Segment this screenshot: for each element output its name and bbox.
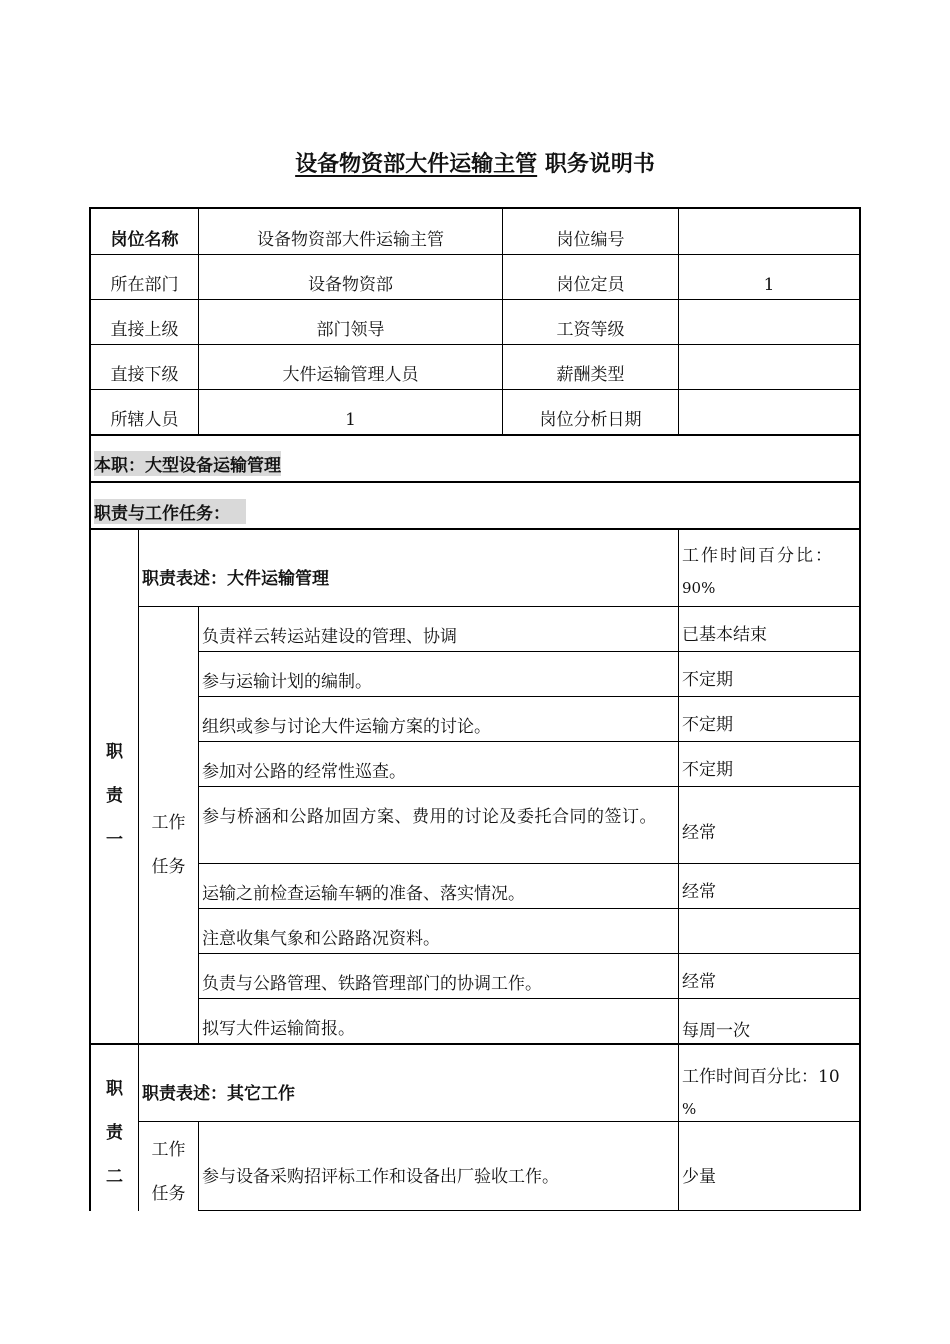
- task-5-text: 参与桥涵和公路加固方案、费用的讨论及委托合同的签订。: [202, 807, 657, 827]
- duties-header-row: [91, 483, 859, 528]
- task-label-word: 工作: [151, 1139, 186, 1160]
- duties-header-text: 职责与工作任务：: [94, 499, 246, 524]
- label-position-code: 岗位编号: [556, 230, 625, 250]
- duty-2-label-char: 职: [106, 1079, 123, 1099]
- duty-2-time-label: 工作时间百分比：10: [682, 1067, 840, 1087]
- duty-1-time: [679, 540, 859, 606]
- table-right-border: [859, 207, 861, 1211]
- value-pay-type: [679, 345, 859, 389]
- duty-1-label-char: 一: [106, 830, 123, 850]
- duty-1-description: 职责表述：大件运输管理: [142, 568, 329, 589]
- value-subordinates: 大件运输管理人员: [282, 365, 419, 385]
- duty-2-task-1-frequency: 少量: [682, 1166, 716, 1187]
- title-main: 设备物资部大件运输主管: [295, 151, 538, 177]
- task-4-text: 参加对公路的经常性巡查。: [202, 762, 406, 782]
- value-salary-grade: [679, 300, 859, 344]
- label-pay-type: 薪酬类型: [556, 365, 625, 385]
- task-1-text: 负责祥云转运站建设的管理、协调: [202, 627, 457, 647]
- task-3-text: 组织或参与讨论大件运输方案的讨论。: [202, 717, 491, 737]
- task-9-text: 拟写大件运输简报。: [202, 1019, 355, 1039]
- value-department: 设备物资部: [308, 275, 393, 295]
- role-row: [91, 436, 859, 481]
- duty-1-time-label: 工作时间百分比：: [682, 546, 834, 566]
- duty-2-time-value: %: [682, 1100, 697, 1118]
- value-staff-count: 1: [345, 410, 356, 430]
- task-4-frequency: 不定期: [682, 760, 733, 780]
- duty-2-task-label: [139, 1122, 198, 1211]
- task-3-frequency: 不定期: [682, 715, 733, 735]
- task-8-text: 负责与公路管理、铁路管理部门的协调工作。: [202, 974, 542, 994]
- duty-1-label-char: 责: [106, 786, 123, 806]
- value-supervisor: 部门领导: [316, 320, 385, 340]
- label-headcount: 岗位定员: [556, 275, 625, 295]
- task-7-frequency: [679, 909, 859, 953]
- task-7-text: 注意收集气象和公路路况资料。: [202, 929, 440, 949]
- task-label-word: 任务: [151, 857, 186, 877]
- duty-1-time-value: 90%: [682, 579, 716, 597]
- value-analysis-date: [679, 390, 859, 434]
- task-label-word: 任务: [151, 1183, 186, 1204]
- label-analysis-date: 岗位分析日期: [539, 410, 642, 430]
- task-6-frequency: 经常: [682, 882, 716, 902]
- duty-2-description: 职责表述：其它工作: [142, 1084, 295, 1104]
- duty-2-label: [91, 1045, 138, 1211]
- duty-1-task-label: [139, 607, 198, 1043]
- label-supervisor: 直接上级: [110, 320, 179, 340]
- task-2-frequency: 不定期: [682, 670, 733, 690]
- task-2-text: 参与运输计划的编制。: [202, 672, 372, 692]
- label-salary-grade: 工资等级: [556, 320, 625, 340]
- task-5-frequency: 经常: [682, 822, 716, 843]
- document-title: [0, 148, 950, 180]
- task-1-frequency: 已基本结束: [682, 625, 767, 645]
- task-6-text: 运输之前检查运输车辆的准备、落实情况。: [202, 884, 525, 904]
- label-department: 所在部门: [110, 275, 179, 295]
- label-subordinates: 直接下级: [110, 365, 179, 385]
- task-label-word: 工作: [151, 813, 186, 833]
- label-staff-count: 所辖人员: [110, 410, 179, 430]
- value-position-code: [679, 209, 859, 254]
- role-text: 本职：大型设备运输管理: [94, 451, 281, 476]
- value-headcount: 1: [763, 275, 775, 295]
- duty-1-label-char: 职: [106, 742, 123, 762]
- duty-2-time: [679, 1061, 859, 1121]
- value-position-name: 设备物资部大件运输主管: [257, 230, 444, 250]
- duty-2-task-1-text: 参与设备采购招评标工作和设备出厂验收工作。: [202, 1166, 559, 1187]
- task-8-frequency: 经常: [682, 972, 716, 992]
- title-suffix: 职务说明书: [544, 151, 655, 177]
- duty-1-label: [91, 529, 138, 1043]
- label-position-name: 岗位名称: [110, 230, 179, 250]
- duty-2-label-char: 二: [106, 1167, 123, 1187]
- duty-2-label-char: 责: [106, 1123, 123, 1143]
- task-9-frequency: 每周一次: [682, 1021, 750, 1041]
